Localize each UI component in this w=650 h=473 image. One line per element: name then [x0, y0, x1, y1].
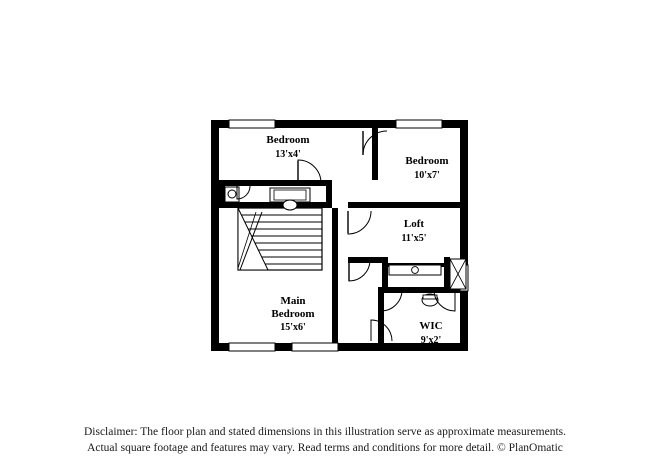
- room-dimensions-main-bedroom: 15'x6': [280, 322, 306, 333]
- room-dimensions-loft: 11'x5': [401, 233, 427, 244]
- interior-wall: [378, 287, 384, 343]
- room-name-wic: WIC: [419, 320, 443, 332]
- room-name-main-bedroom-line2: Bedroom: [271, 308, 315, 320]
- window-icon: [229, 343, 275, 351]
- sink-basin-icon: [412, 267, 419, 274]
- interior-wall: [444, 257, 450, 291]
- interior-wall: [219, 180, 332, 186]
- room-name-bedroom-1: Bedroom: [266, 134, 310, 146]
- room-dimensions-bedroom-2: 10'x7': [414, 170, 440, 181]
- room-name-loft: Loft: [403, 218, 425, 230]
- window-icon: [396, 120, 442, 128]
- window-icon: [292, 343, 338, 351]
- interior-wall: [332, 208, 338, 343]
- interior-wall: [382, 257, 388, 287]
- bathtub-inner: [274, 190, 306, 200]
- disclaimer-line-1: Disclaimer: The floor plan and stated dimensions in this illustration serve as approximate measurements.: [83, 426, 567, 438]
- disclaimer-line-2: Actual square footage and features may vary. Read terms and conditions for more detail. © PlanOmatic: [87, 442, 563, 454]
- room-dimensions-wic: 9'x2': [420, 335, 442, 346]
- window-icon: [229, 120, 275, 128]
- disclaimer: [0, 424, 650, 456]
- room-name-bedroom-2: Bedroom: [405, 155, 449, 167]
- room-name-main-bedroom-line1: Main: [280, 295, 306, 307]
- staircase-icon: [238, 208, 322, 270]
- interior-wall: [348, 202, 460, 208]
- room-dimensions-bedroom-1: 13'x4': [275, 149, 301, 160]
- interior-wall: [219, 202, 332, 208]
- toilet-icon: [283, 200, 297, 210]
- sink-basin-icon: [228, 190, 236, 198]
